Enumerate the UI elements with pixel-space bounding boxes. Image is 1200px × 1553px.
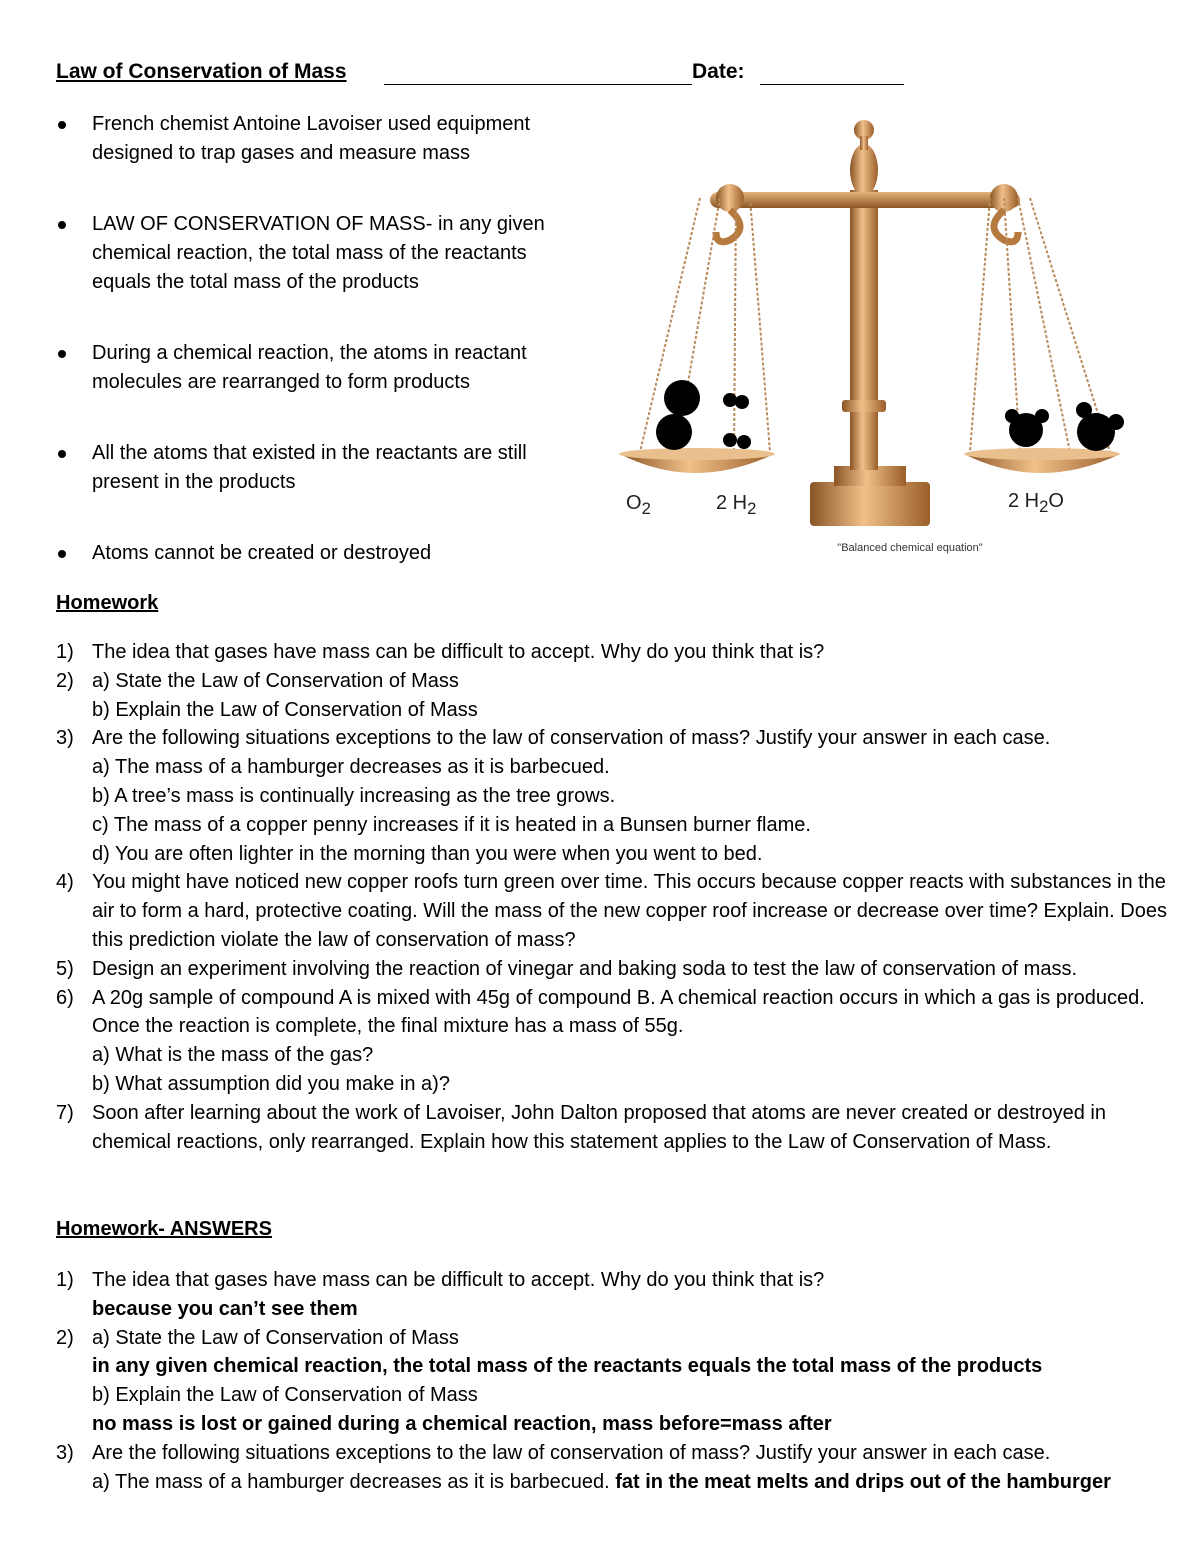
note-item: During a chemical reaction, the atoms in reactant molecules are rearranged to form products [56,339,576,397]
question-3: 3) Are the following situations exceptions to the law of conservation of mass? Justify your answer in each case. a) The mass of a hamburger decreases as it is barbecued. b) A tree’s mass is continually increasing as the tree grows. c) The mass of a copper penny increases if it is heated in a Bunsen burner flame. d) You are often lighter in the morning than you were when you went to bed. [56,727,1051,865]
answer-1: 1) The idea that gases have mass can be difficult to accept. Why do you think that is? because you can’t see them [56,1269,825,1320]
note-item: All the atoms that existed in the reactants are still present in the products [56,439,576,497]
hydrogen-molecules [723,393,751,449]
bullet-icon [58,550,66,558]
note-item: Atoms cannot be created or destroyed [56,539,576,568]
bullet-icon [58,350,66,358]
homework-questions [56,638,1186,1156]
label-o2: $O_2$ [626,492,651,518]
answer-2: 2) a) State the Law of Conservation of Mass in any given chemical reaction, the total mass of the reactants equals the total mass of the products b) Explain the Law of Conservation of Mass no mass is lost or gained during a chemical reaction, mass before=mass after [56,1326,1043,1435]
label-2h2: 2 $H_2$ [716,492,757,518]
balance-scale-illustration [610,110,1170,530]
homework-heading: Homework [56,592,159,614]
page-title: Law of Conservation of Mass [56,60,347,83]
oxygen-molecule [656,380,700,450]
bullet-icon [58,221,66,229]
bullet-icon [58,121,66,129]
bullet-icon [58,450,66,458]
date-blank [760,84,904,85]
scale-base [810,482,930,526]
beam-left-end [716,184,744,212]
question-4: 4) You might have noticed new copper roofs turn green over time. This occurs because copper reacts with substances in the air to form a hard, protective coating. Will the mass of the new copper roof increase or decrease over time? Explain. Does this prediction violate the law of conservation of mass? [56,871,1167,951]
scale-beam [710,192,1020,208]
note-item: French chemist Antoine Lavoiser used equipment designed to trap gases and measure mass [56,110,576,168]
balance-scale-figure [610,110,1170,570]
label-2h2o: 2 $H_2O$ [1008,490,1064,516]
answers-heading: Homework- ANSWERS [56,1218,272,1240]
homework-answers [56,1266,1186,1496]
question-7: 7) Soon after learning about the work of Lavoiser, John Dalton proposed that atoms are never created or destroyed in chemical reactions, only rearranged. Explain how this statement applies to the Law of Conservation of Mass. [56,1101,1106,1153]
question-2: 2) a) State the Law of Conservation of Mass b) Explain the Law of Conservation of Mass [56,669,478,721]
question-6: 6) A 20g sample of compound A is mixed with 45g of compound B. A chemical reaction occurs in which a gas is produced. Once the reaction is complete, the final mixture has a mass of 55g. a) What is the mass of the gas? b) What assumption did you make in a)? [56,986,1145,1095]
question-5: 5) Design an experiment involving the reaction of vinegar and baking soda to test the law of conservation of mass. [56,957,1078,980]
figure-caption: "Balanced chemical equation" [837,542,983,554]
note-item: LAW OF CONSERVATION OF MASS- in any given chemical reaction, the total mass of the reactants equals the total mass of the products [56,210,576,297]
title-row [56,60,916,90]
answer-3: 3) Are the following situations exceptions to the law of conservation of mass? Justify your answer in each case. a) The mass of a hamburger decreases as it is barbecued. fat in the meat melts and drips out of the hamburger [56,1441,1111,1493]
question-1: 1) The idea that gases have mass can be difficult to accept. Why do you think that is? [56,641,825,663]
scale-column [850,190,878,470]
title-underline [384,84,692,85]
scale-finial [850,144,878,196]
water-molecules [1005,402,1124,451]
column-ring [842,400,886,412]
date-label: Date: [692,60,745,83]
